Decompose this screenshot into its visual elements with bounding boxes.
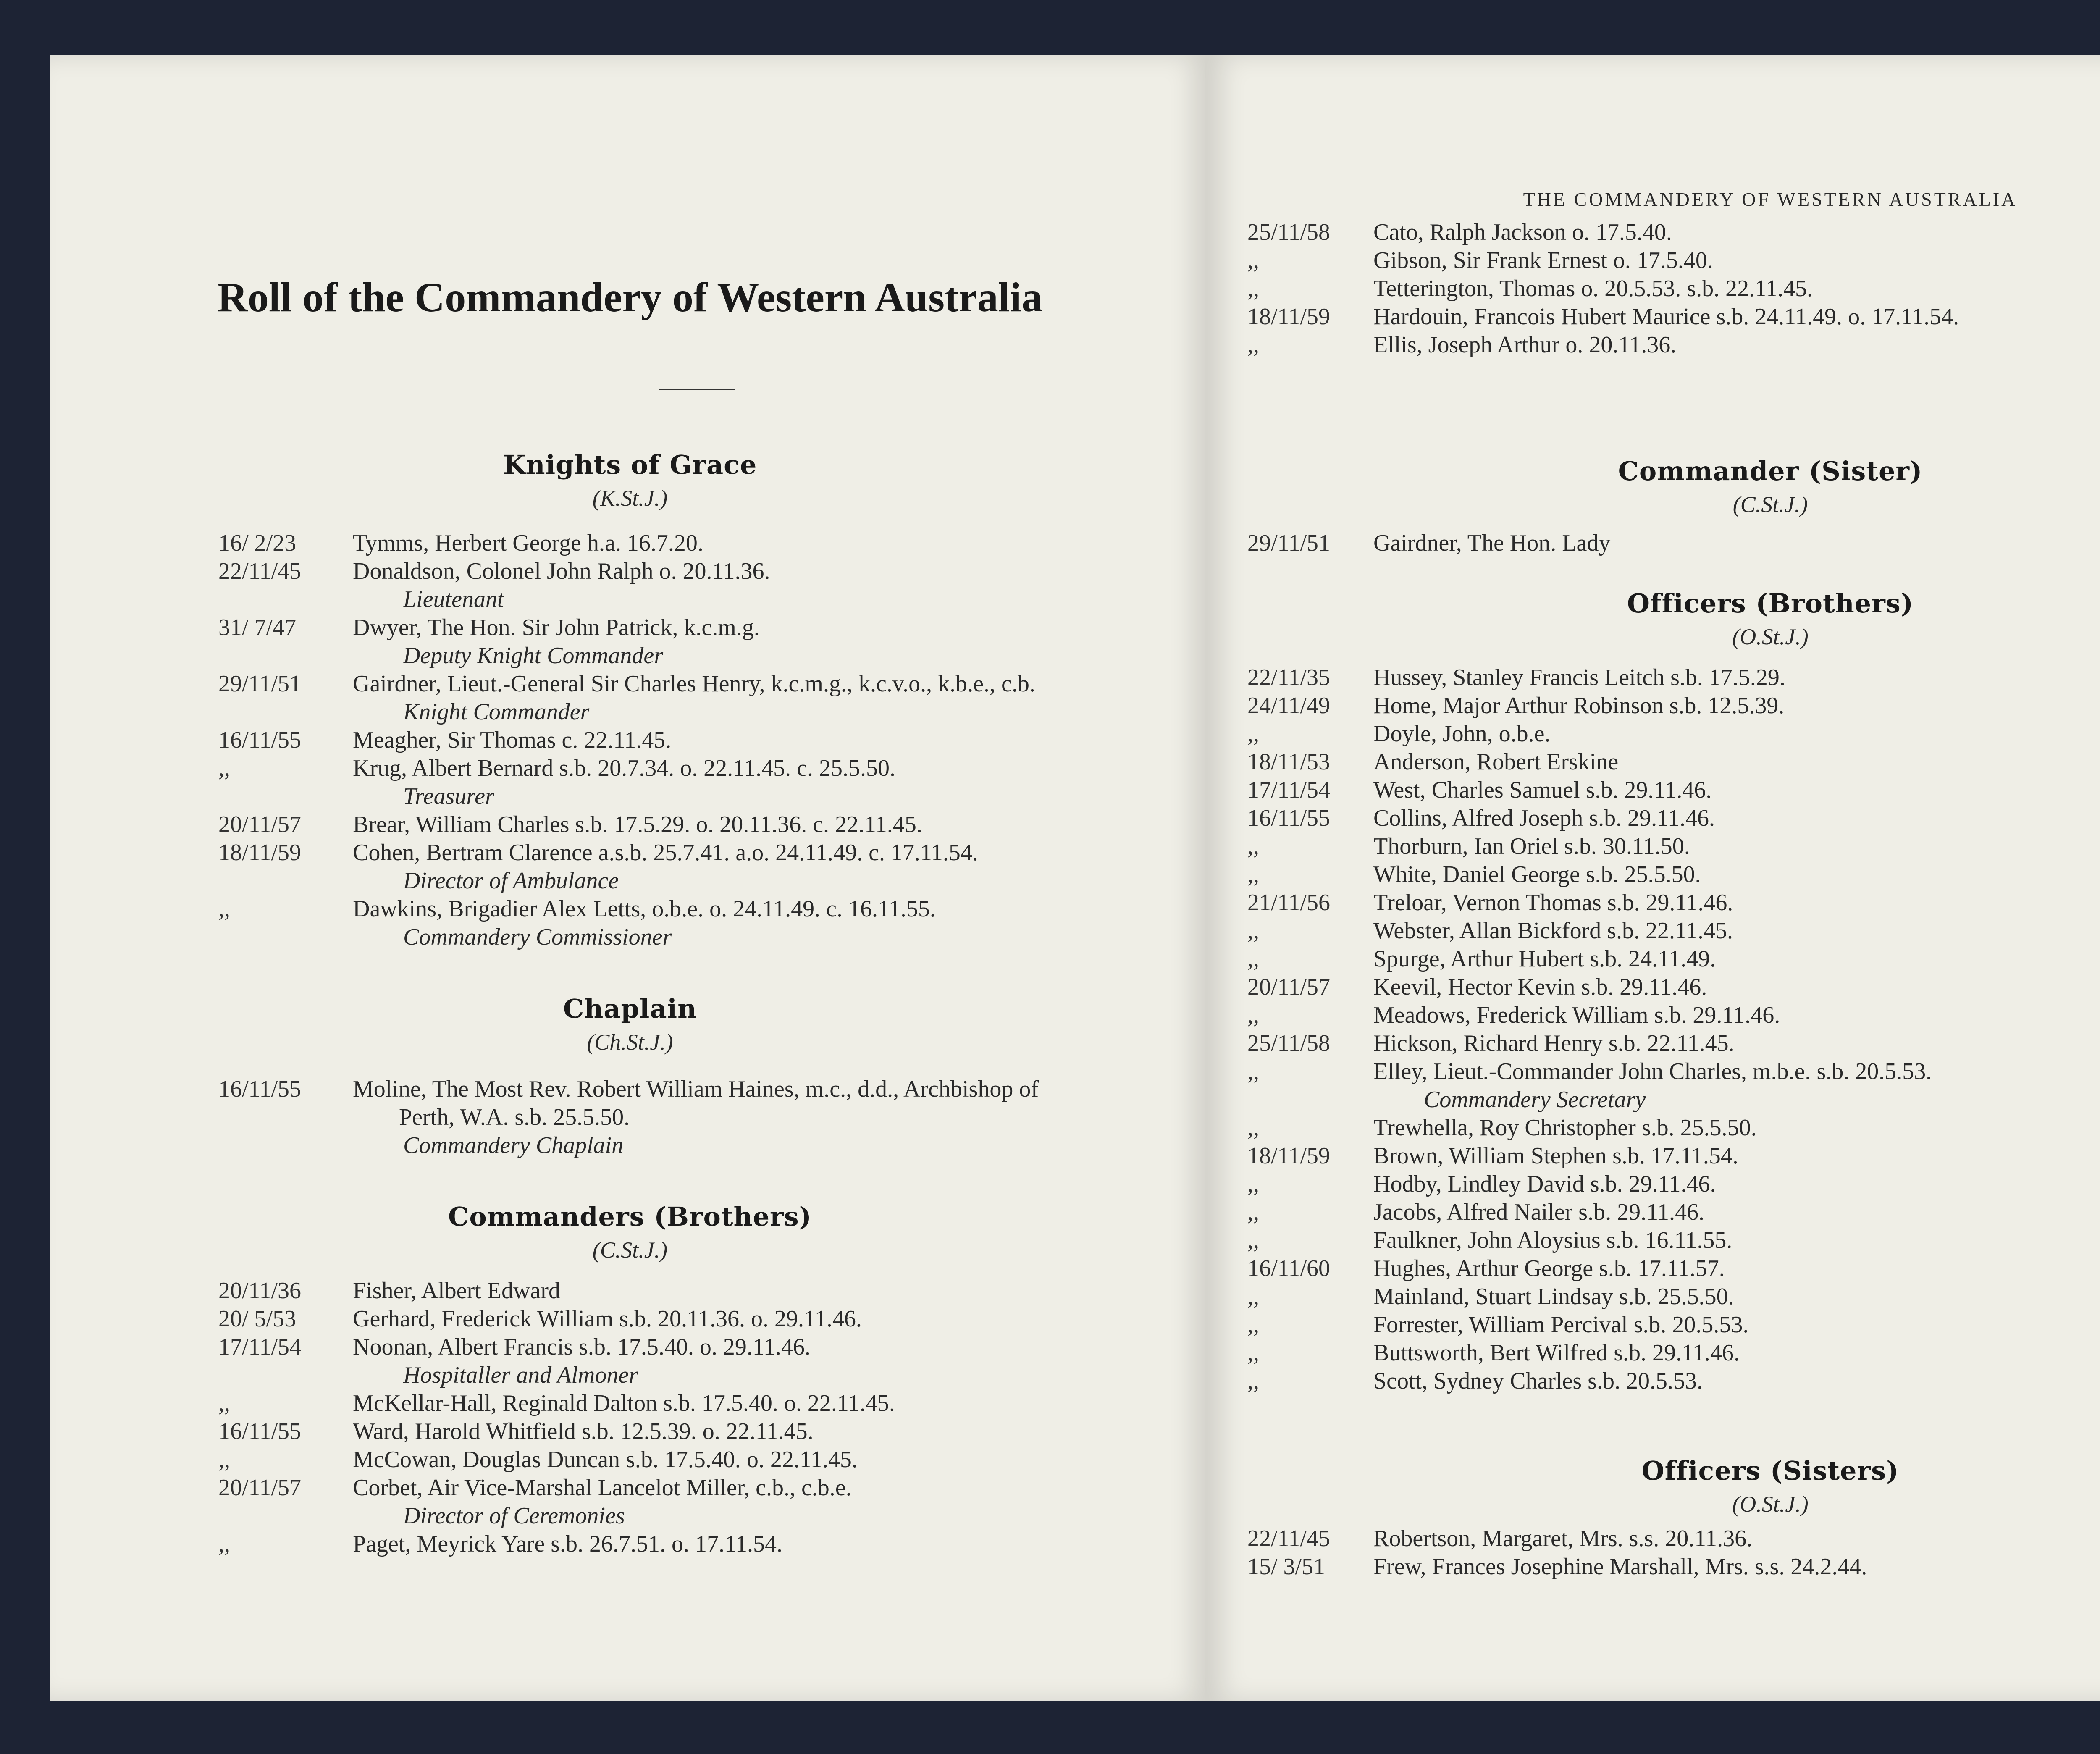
roll-entry xyxy=(1205,1311,2100,1339)
roll-entry xyxy=(1205,529,2100,557)
section-title: Commanders (Brothers) xyxy=(448,1201,812,1232)
entries-officers-brothers xyxy=(1205,664,2100,1395)
roll-entry xyxy=(1205,861,2100,889)
entry-date: ,, xyxy=(1247,1368,1259,1394)
entry-date: ,, xyxy=(1247,1002,1259,1028)
section-heading-knights xyxy=(50,449,1210,511)
section-abbreviation: (C.St.J.) xyxy=(592,1237,668,1263)
entry-office: Hospitaller and Almoner xyxy=(403,1362,638,1388)
entry-name: McCowan, Douglas Duncan s.b. 17.5.40. o. 22.11.45. xyxy=(353,1447,858,1473)
entry-date: 24/11/49 xyxy=(1247,693,1331,719)
entry-date: ,, xyxy=(1247,1312,1259,1338)
roll-entry xyxy=(1205,804,2100,832)
entry-date: 31/ 7/47 xyxy=(218,614,297,641)
entry-office: Commandery Chaplain xyxy=(403,1132,624,1158)
entry-name: Faulkner, John Aloysius s.b. 16.11.55. xyxy=(1373,1227,1732,1253)
entry-date: 25/11/58 xyxy=(1247,219,1331,245)
roll-entry xyxy=(1205,1142,2100,1170)
title-rule xyxy=(659,389,735,390)
entries-knights xyxy=(50,529,1210,951)
entry-date: ,, xyxy=(1247,1284,1259,1310)
section-heading-officers-brothers xyxy=(1205,588,2100,650)
entry-date: 20/11/36 xyxy=(218,1278,302,1304)
entry-name: Trewhella, Roy Christopher s.b. 25.5.50. xyxy=(1373,1115,1757,1141)
roll-entry xyxy=(1205,218,2100,247)
entry-date: ,, xyxy=(1247,332,1259,358)
entry-office: Treasurer xyxy=(403,783,494,809)
entry-name: McKellar-Hall, Reginald Dalton s.b. 17.5.40. o. 22.11.45. xyxy=(353,1390,895,1416)
entry-name: Hussey, Stanley Francis Leitch s.b. 17.5.29. xyxy=(1373,664,1785,691)
right-page xyxy=(1205,55,2100,1701)
roll-entry xyxy=(1205,1114,2100,1142)
entry-date: ,, xyxy=(1247,946,1259,972)
roll-entry xyxy=(1205,945,2100,973)
entry-name: Scott, Sydney Charles s.b. 20.5.53. xyxy=(1373,1368,1703,1394)
roll-entry xyxy=(1205,1367,2100,1395)
entries-continued xyxy=(1205,218,2100,359)
roll-entry xyxy=(1205,1339,2100,1367)
entry-name: Robertson, Margaret, Mrs. s.s. 20.11.36. xyxy=(1373,1526,1753,1552)
entry-date: 20/11/57 xyxy=(1247,974,1331,1000)
entry-name: Hughes, Arthur George s.b. 17.11.57. xyxy=(1373,1255,1725,1281)
entry-name: Noonan, Albert Francis s.b. 17.5.40. o. 29.11.46. xyxy=(353,1334,811,1360)
entry-date: 25/11/58 xyxy=(1247,1030,1331,1056)
entry-name: Cohen, Bertram Clarence a.s.b. 25.7.41. a.o. 24.11.49. c. 17.11.54. xyxy=(353,840,978,866)
entry-date: ,, xyxy=(1247,918,1259,944)
entry-date: ,, xyxy=(1247,1340,1259,1366)
roll-entry xyxy=(50,1333,1210,1389)
section-title: Officers (Brothers) xyxy=(1627,588,1914,619)
roll-entry xyxy=(1205,1029,2100,1058)
roll-entry xyxy=(1205,748,2100,776)
entry-name: Hodby, Lindley David s.b. 29.11.46. xyxy=(1373,1171,1716,1197)
entry-date: 22/11/45 xyxy=(1247,1526,1331,1552)
entries-commander-sister xyxy=(1205,529,2100,557)
entry-date: ,, xyxy=(1247,833,1259,859)
entry-date: 22/11/45 xyxy=(218,558,302,584)
entry-name: Keevil, Hector Kevin s.b. 29.11.46. xyxy=(1373,974,1707,1000)
entry-office: Director of Ceremonies xyxy=(403,1503,625,1529)
entry-date: 16/11/55 xyxy=(218,1076,302,1102)
entry-name: West, Charles Samuel s.b. 29.11.46. xyxy=(1373,777,1712,803)
entry-office: Knight Commander xyxy=(403,699,590,725)
roll-entry xyxy=(50,1474,1210,1530)
entry-name: Anderson, Robert Erskine xyxy=(1373,749,1619,775)
entry-name: Paget, Meyrick Yare s.b. 26.7.51. o. 17.11.54. xyxy=(353,1531,782,1557)
roll-entry xyxy=(1205,1226,2100,1255)
entry-name: Elley, Lieut.-Commander John Charles, m.b.e. s.b. 20.5.53. xyxy=(1373,1058,1932,1084)
entry-name: Fisher, Albert Edward xyxy=(353,1278,560,1304)
entry-date: 16/11/55 xyxy=(218,727,302,753)
entry-office: Commandery Secretary xyxy=(1424,1087,1646,1113)
section-abbreviation: (O.St.J.) xyxy=(1732,1491,1809,1517)
entry-date: ,, xyxy=(1247,247,1259,273)
section-heading-chaplain xyxy=(50,993,1210,1055)
entry-date: 17/11/54 xyxy=(218,1334,302,1360)
entry-date: ,, xyxy=(1247,861,1259,888)
left-page xyxy=(50,55,1210,1701)
roll-entry xyxy=(50,1389,1210,1418)
entry-name: Buttsworth, Bert Wilfred s.b. 29.11.46. xyxy=(1373,1340,1740,1366)
section-title: Officers (Sisters) xyxy=(1641,1455,1899,1486)
entry-name: Gibson, Sir Frank Ernest o. 17.5.40. xyxy=(1373,247,1713,273)
roll-entry xyxy=(1205,720,2100,748)
entry-name: Donaldson, Colonel John Ralph o. 20.11.36. xyxy=(353,558,770,584)
entry-name: Home, Major Arthur Robinson s.b. 12.5.39. xyxy=(1373,693,1785,719)
entry-date: ,, xyxy=(218,896,230,922)
section-heading-commanders xyxy=(50,1201,1210,1263)
entry-name: Corbet, Air Vice-Marshal Lancelot Miller, c.b., c.b.e. xyxy=(353,1475,852,1501)
entry-date: 21/11/56 xyxy=(1247,890,1331,916)
entry-name: Tymms, Herbert George h.a. 16.7.20. xyxy=(353,530,704,556)
entry-name: Tetterington, Thomas o. 20.5.53. s.b. 22.11.45. xyxy=(1373,276,1813,302)
entry-date: 18/11/59 xyxy=(1247,304,1331,330)
entry-name: Hickson, Richard Henry s.b. 22.11.45. xyxy=(1373,1030,1735,1056)
entry-date: ,, xyxy=(1247,1058,1259,1084)
entry-date: 18/11/59 xyxy=(218,840,302,866)
entry-date: 20/11/57 xyxy=(218,811,302,838)
roll-entry xyxy=(1205,1525,2100,1553)
running-head: THE COMMANDERY OF WESTERN AUSTRALIA xyxy=(1523,189,2018,210)
entry-office: Deputy Knight Commander xyxy=(403,643,664,669)
entry-date: 16/11/55 xyxy=(218,1418,302,1444)
roll-entry xyxy=(1205,917,2100,945)
roll-entry xyxy=(50,1277,1210,1305)
roll-entry xyxy=(50,1446,1210,1474)
roll-entry xyxy=(50,895,1210,951)
section-heading-officers-sisters xyxy=(1205,1455,2100,1517)
section-abbreviation: (C.St.J.) xyxy=(1732,492,1808,517)
entry-date: 20/11/57 xyxy=(218,1475,302,1501)
roll-entry xyxy=(1205,1170,2100,1198)
entry-name: Spurge, Arthur Hubert s.b. 24.11.49. xyxy=(1373,946,1716,972)
entry-date: ,, xyxy=(1247,1115,1259,1141)
entry-date: 18/11/53 xyxy=(1247,749,1331,775)
entry-name: Brear, William Charles s.b. 17.5.29. o. 20.11.36. c. 22.11.45. xyxy=(353,811,922,838)
entry-name: White, Daniel George s.b. 25.5.50. xyxy=(1373,861,1701,888)
roll-entry xyxy=(1205,973,2100,1001)
entry-date: ,, xyxy=(1247,1171,1259,1197)
entry-date: ,, xyxy=(1247,1199,1259,1225)
entry-name: Mainland, Stuart Lindsay s.b. 25.5.50. xyxy=(1373,1284,1734,1310)
entry-name: Thorburn, Ian Oriel s.b. 30.11.50. xyxy=(1373,833,1690,859)
roll-entry xyxy=(50,1530,1210,1558)
entry-date: 16/11/60 xyxy=(1247,1255,1331,1281)
roll-entry xyxy=(50,614,1210,670)
entry-continuation: Perth, W.A. s.b. 25.5.50. xyxy=(399,1104,630,1130)
entry-name: Ward, Harold Whitfield s.b. 12.5.39. o. 22.11.45. xyxy=(353,1418,814,1444)
entry-date: ,, xyxy=(1247,1227,1259,1253)
roll-entry xyxy=(50,811,1210,839)
entry-date: ,, xyxy=(218,1390,230,1416)
entry-name: Cato, Ralph Jackson o. 17.5.40. xyxy=(1373,219,1672,245)
entry-date: 16/ 2/23 xyxy=(218,530,297,556)
entry-name: Dawkins, Brigadier Alex Letts, o.b.e. o. 24.11.49. c. 16.11.55. xyxy=(353,896,936,922)
roll-entry xyxy=(1205,1198,2100,1226)
entry-name: Frew, Frances Josephine Marshall, Mrs. s.s. 24.2.44. xyxy=(1373,1554,1867,1580)
roll-entry xyxy=(50,726,1210,754)
roll-entry xyxy=(1205,832,2100,861)
entries-commanders xyxy=(50,1277,1210,1558)
roll-entry xyxy=(1205,1283,2100,1311)
entries-officers-sisters xyxy=(1205,1525,2100,1581)
roll-entry xyxy=(1205,303,2100,331)
section-abbreviation: (O.St.J.) xyxy=(1732,624,1809,649)
entry-name: Gerhard, Frederick William s.b. 20.11.36. o. 29.11.46. xyxy=(353,1306,862,1332)
entry-name: Krug, Albert Bernard s.b. 20.7.34. o. 22.11.45. c. 25.5.50. xyxy=(353,755,895,781)
entry-name: Treloar, Vernon Thomas s.b. 29.11.46. xyxy=(1373,890,1733,916)
entry-name: Hardouin, Francois Hubert Maurice s.b. 24.11.49. o. 17.11.54. xyxy=(1373,304,1959,330)
entry-name: Meagher, Sir Thomas c. 22.11.45. xyxy=(353,727,672,753)
entry-date: 18/11/59 xyxy=(1247,1143,1331,1169)
entry-office: Commandery Commissioner xyxy=(403,924,672,950)
entry-date: 17/11/54 xyxy=(1247,777,1331,803)
entry-date: 16/11/55 xyxy=(1247,805,1331,831)
roll-entry xyxy=(1205,1255,2100,1283)
entry-name: Forrester, William Percival s.b. 20.5.53. xyxy=(1373,1312,1749,1338)
roll-entry xyxy=(1205,889,2100,917)
entry-name: Moline, The Most Rev. Robert William Haines, m.c., d.d., Archbishop of xyxy=(353,1076,1039,1102)
entry-date: 15/ 3/51 xyxy=(1247,1554,1326,1580)
roll-entry xyxy=(50,1305,1210,1333)
roll-entry xyxy=(1205,1001,2100,1029)
entry-office: Lieutenant xyxy=(403,586,504,612)
entry-date: 22/11/35 xyxy=(1247,664,1331,691)
section-abbreviation: (K.St.J.) xyxy=(592,486,668,511)
entry-date: ,, xyxy=(218,1447,230,1473)
roll-entry xyxy=(1205,1553,2100,1581)
entry-date: ,, xyxy=(1247,276,1259,302)
section-title: Chaplain xyxy=(563,993,697,1024)
entry-office: Director of Ambulance xyxy=(403,868,619,894)
roll-entry xyxy=(1205,1058,2100,1114)
entry-date: ,, xyxy=(1247,721,1259,747)
roll-entry xyxy=(50,1075,1210,1160)
entry-date: 29/11/51 xyxy=(218,671,302,697)
roll-entry xyxy=(50,557,1210,614)
roll-entry xyxy=(1205,247,2100,275)
entry-name: Meadows, Frederick William s.b. 29.11.46. xyxy=(1373,1002,1780,1028)
section-title: Commander (Sister) xyxy=(1618,456,1923,486)
entry-name: Brown, William Stephen s.b. 17.11.54. xyxy=(1373,1143,1738,1169)
entry-name: Ellis, Joseph Arthur o. 20.11.36. xyxy=(1373,332,1677,358)
roll-entry xyxy=(1205,664,2100,692)
entry-name: Collins, Alfred Joseph s.b. 29.11.46. xyxy=(1373,805,1715,831)
roll-entry xyxy=(50,670,1210,726)
entry-name: Gairdner, The Hon. Lady xyxy=(1373,530,1611,556)
roll-entry xyxy=(50,1418,1210,1446)
entry-name: Webster, Allan Bickford s.b. 22.11.45. xyxy=(1373,918,1733,944)
roll-entry xyxy=(50,754,1210,811)
roll-entry xyxy=(1205,776,2100,804)
section-abbreviation: (Ch.St.J.) xyxy=(587,1029,673,1055)
entry-name: Doyle, John, o.b.e. xyxy=(1373,721,1551,747)
roll-entry xyxy=(50,529,1210,557)
section-heading-commander-sister xyxy=(1205,456,2100,517)
entry-date: 20/ 5/53 xyxy=(218,1306,297,1332)
page-title: Roll of the Commandery of Western Australia xyxy=(217,274,1043,320)
entry-name: Dwyer, The Hon. Sir John Patrick, k.c.m.g. xyxy=(353,614,760,641)
entries-chaplain xyxy=(50,1075,1210,1160)
entry-date: ,, xyxy=(218,1531,230,1557)
entry-date: 29/11/51 xyxy=(1247,530,1331,556)
entry-name: Jacobs, Alfred Nailer s.b. 29.11.46. xyxy=(1373,1199,1704,1225)
entry-date: ,, xyxy=(218,755,230,781)
roll-entry xyxy=(1205,275,2100,303)
entry-name: Gairdner, Lieut.-General Sir Charles Henry, k.c.m.g., k.c.v.o., k.b.e., c.b. xyxy=(353,671,1035,697)
section-title: Knights of Grace xyxy=(503,449,757,480)
roll-entry xyxy=(1205,692,2100,720)
roll-entry xyxy=(50,839,1210,895)
roll-entry xyxy=(1205,331,2100,359)
